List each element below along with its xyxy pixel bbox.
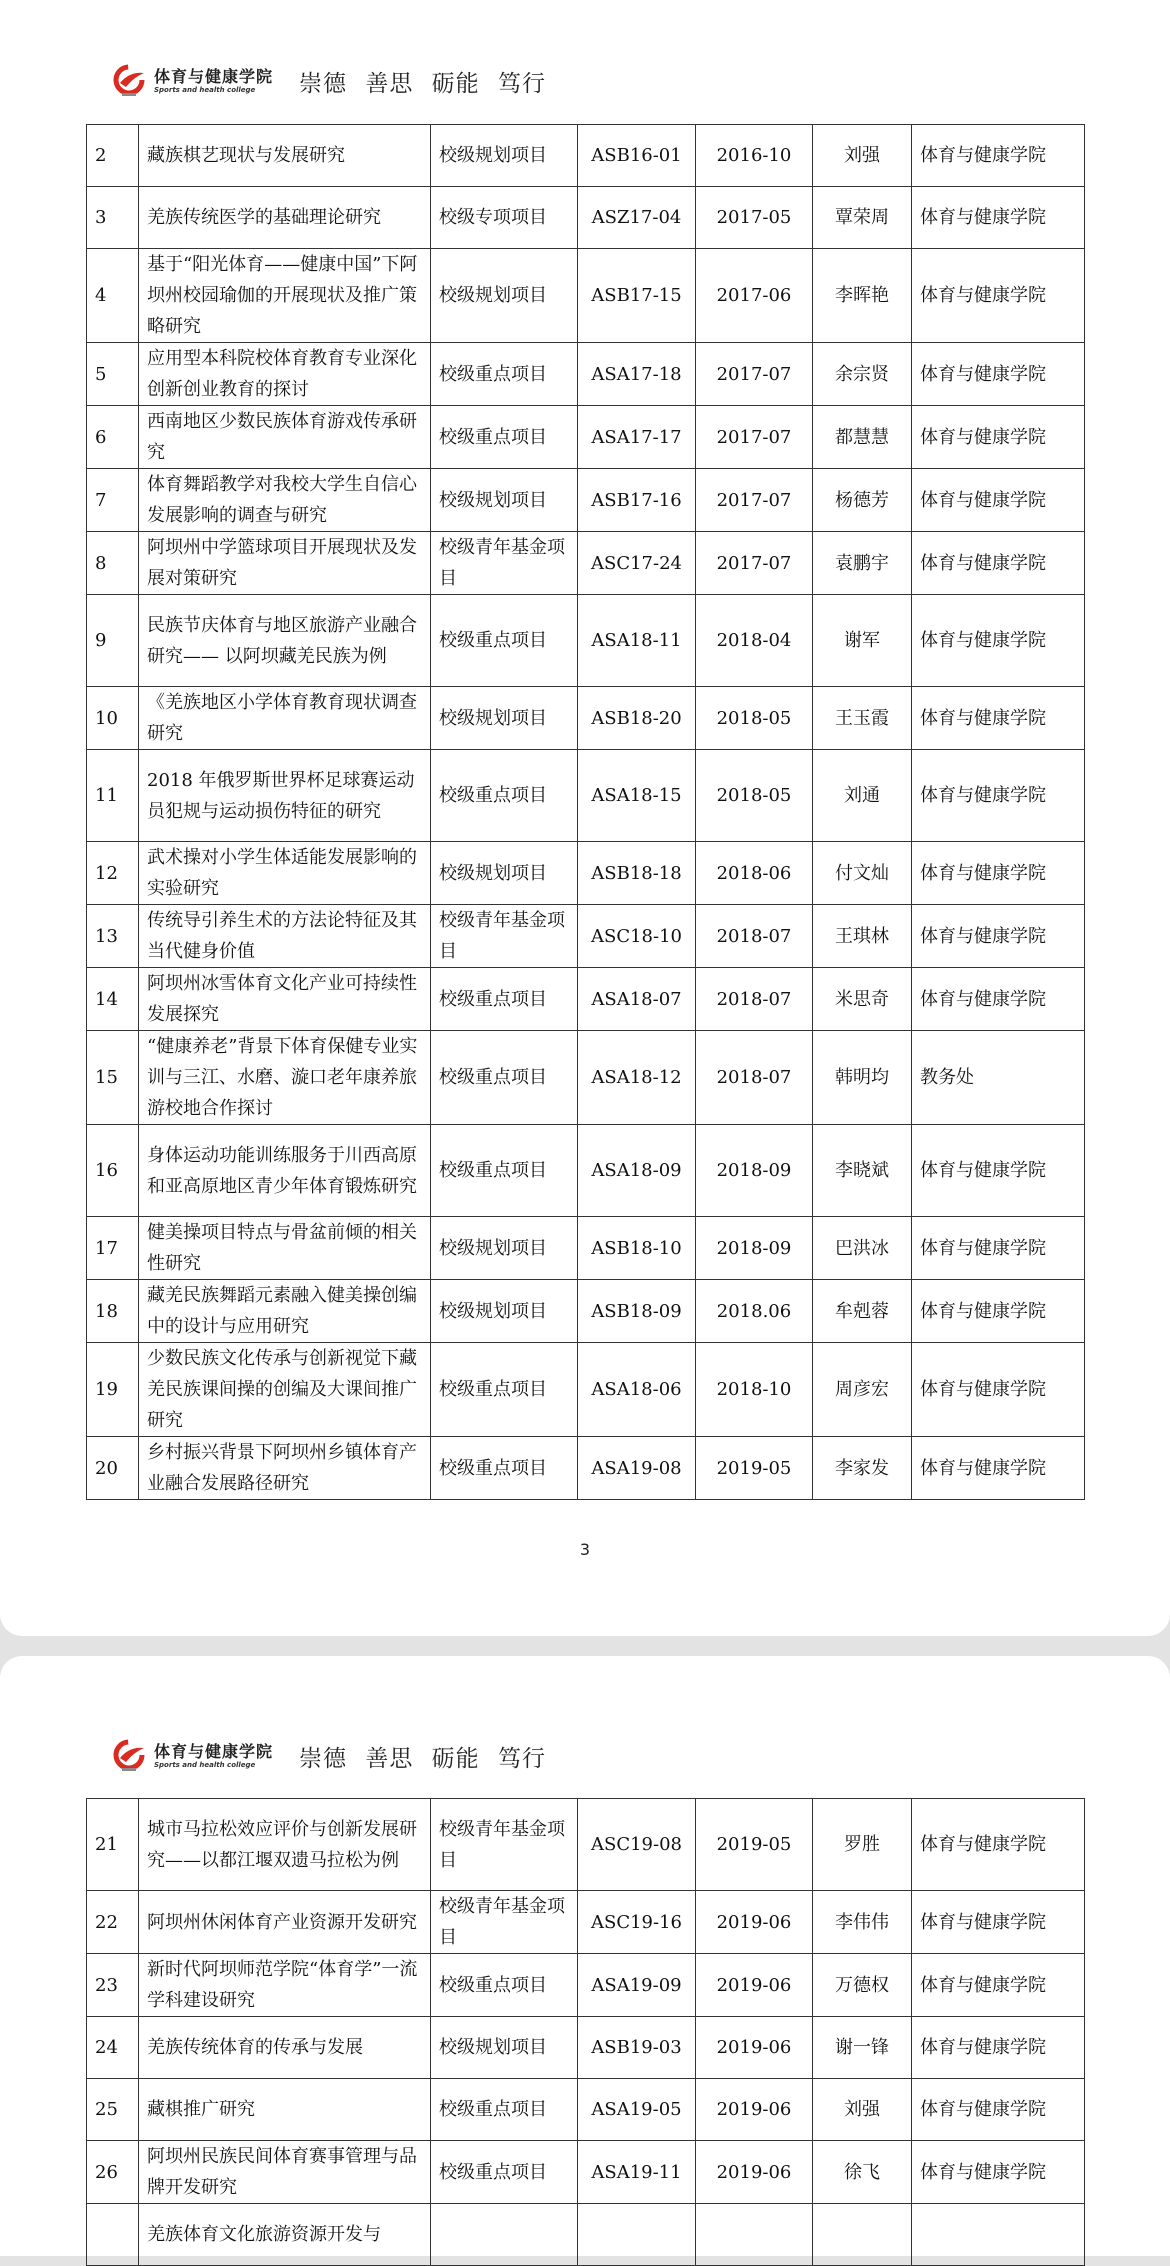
project-type: 校级重点项目 [431,1031,578,1125]
project-leader: 牟剋蓉 [813,1280,912,1343]
page-number: 3 [579,1540,591,1559]
row-number: 14 [87,968,139,1031]
project-type: 校级重点项目 [431,968,578,1031]
project-date: 2018-04 [696,595,813,687]
row-number: 24 [87,2017,139,2079]
project-date: 2018-07 [696,1031,813,1125]
project-leader: 谢一锋 [813,2017,912,2079]
project-leader: 袁鹏宇 [813,532,912,595]
page-header [112,1731,546,1781]
project-date: 2018-07 [696,968,813,1031]
project-type [431,2204,578,2266]
logo-chinese-name: 体育与健康学院 [154,1741,274,1761]
project-title: 身体运动功能训练服务于川西高原和亚高原地区青少年体育锻炼研究 [139,1125,431,1217]
row-number [87,2204,139,2266]
project-date: 2019-06 [696,2141,813,2204]
project-code: ASA18-11 [578,595,696,687]
project-unit: 体育与健康学院 [912,469,1085,532]
project-leader: 罗胜 [813,1799,912,1891]
project-date: 2019-06 [696,2079,813,2141]
table-row [87,2141,1085,2204]
project-unit: 体育与健康学院 [912,1280,1085,1343]
project-unit: 体育与健康学院 [912,1891,1085,1954]
project-type: 校级规划项目 [431,842,578,905]
project-code: ASA17-17 [578,406,696,469]
project-code: ASA18-09 [578,1125,696,1217]
table-row [87,406,1085,469]
row-number: 13 [87,905,139,968]
project-unit: 体育与健康学院 [912,905,1085,968]
row-number: 4 [87,249,139,343]
project-leader: 李晖艳 [813,249,912,343]
project-code: ASC17-24 [578,532,696,595]
project-code: ASA18-12 [578,1031,696,1125]
project-title: 体育舞蹈教学对我校大学生自信心发展影响的调查与研究 [139,469,431,532]
project-date: 2018-06 [696,842,813,905]
project-unit: 体育与健康学院 [912,1954,1085,2017]
row-number: 26 [87,2141,139,2204]
project-unit: 体育与健康学院 [912,968,1085,1031]
row-number: 8 [87,532,139,595]
table-row [87,187,1085,249]
row-number: 12 [87,842,139,905]
project-leader: 王玉霞 [813,687,912,750]
project-code: ASB16-01 [578,125,696,187]
project-type: 校级重点项目 [431,343,578,406]
table-row [87,687,1085,750]
project-unit: 体育与健康学院 [912,687,1085,750]
project-title: 武术操对小学生体适能发展影响的实验研究 [139,842,431,905]
table-row [87,1891,1085,1954]
table-row [87,2204,1085,2266]
project-type: 校级规划项目 [431,125,578,187]
project-leader: 刘强 [813,125,912,187]
project-unit: 体育与健康学院 [912,125,1085,187]
project-code: ASA19-08 [578,1437,696,1500]
project-date: 2018-10 [696,1343,813,1437]
project-code [578,2204,696,2266]
project-title: 阿坝州民族民间体育赛事管理与品牌开发研究 [139,2141,431,2204]
project-unit: 体育与健康学院 [912,842,1085,905]
project-type: 校级重点项目 [431,1437,578,1500]
project-date: 2017-07 [696,343,813,406]
table-row [87,249,1085,343]
project-type: 校级专项项目 [431,187,578,249]
project-title: 传统导引养生术的方法论特征及其当代健身价值 [139,905,431,968]
college-logo-icon [112,63,148,99]
table-row [87,1343,1085,1437]
row-number: 5 [87,343,139,406]
table-row [87,595,1085,687]
project-title: “健康养老”背景下体育保健专业实训与三江、水磨、漩口老年康养旅游校地合作探讨 [139,1031,431,1125]
project-leader: 徐飞 [813,2141,912,2204]
row-number: 7 [87,469,139,532]
project-title: 基于“阳光体育——健康中国”下阿坝州校园瑜伽的开展现状及推广策略研究 [139,249,431,343]
project-date: 2018-09 [696,1125,813,1217]
project-leader: 王琪林 [813,905,912,968]
table-row [87,968,1085,1031]
project-unit: 体育与健康学院 [912,532,1085,595]
project-code: ASB17-16 [578,469,696,532]
project-type: 校级重点项目 [431,1125,578,1217]
project-code: ASC19-08 [578,1799,696,1891]
project-date: 2016-10 [696,125,813,187]
project-type: 校级规划项目 [431,469,578,532]
row-number: 16 [87,1125,139,1217]
project-unit: 体育与健康学院 [912,750,1085,842]
project-title: 乡村振兴背景下阿坝州乡镇体育产业融合发展路径研究 [139,1437,431,1500]
project-date: 2017-07 [696,532,813,595]
project-date: 2018-09 [696,1217,813,1280]
project-title: 民族节庆体育与地区旅游产业融合研究—— 以阿坝藏羌民族为例 [139,595,431,687]
project-title: 城市马拉松效应评价与创新发展研究——以都江堰双遗马拉松为例 [139,1799,431,1891]
logo-english-name: Sports and health college [154,1760,256,1769]
project-date: 2018.06 [696,1280,813,1343]
project-unit [912,2204,1085,2266]
project-code: ASC18-10 [578,905,696,968]
page-header [112,56,546,106]
project-date: 2017-07 [696,406,813,469]
logo-chinese-name: 体育与健康学院 [154,66,274,86]
project-unit: 体育与健康学院 [912,343,1085,406]
row-number: 23 [87,1954,139,2017]
project-code: ASC19-16 [578,1891,696,1954]
project-unit: 体育与健康学院 [912,1217,1085,1280]
project-code: ASB19-03 [578,2017,696,2079]
college-motto: 崇德 善思 砺能 笃行 [299,70,546,97]
row-number: 25 [87,2079,139,2141]
project-title: 阿坝州休闲体育产业资源开发研究 [139,1891,431,1954]
table-row [87,343,1085,406]
project-title: 阿坝州冰雪体育文化产业可持续性发展探究 [139,968,431,1031]
project-unit: 体育与健康学院 [912,2141,1085,2204]
project-title: 少数民族文化传承与创新视觉下藏羌民族课间操的创编及大课间推广研究 [139,1343,431,1437]
project-type: 校级重点项目 [431,406,578,469]
project-date: 2018-07 [696,905,813,968]
project-unit: 体育与健康学院 [912,249,1085,343]
table-row [87,2079,1085,2141]
table-row [87,750,1085,842]
table-row [87,125,1085,187]
project-leader: 周彦宏 [813,1343,912,1437]
project-unit: 体育与健康学院 [912,1343,1085,1437]
row-number: 9 [87,595,139,687]
project-type: 校级重点项目 [431,2141,578,2204]
project-unit: 体育与健康学院 [912,1799,1085,1891]
project-code: ASA19-05 [578,2079,696,2141]
project-table [86,124,1085,1500]
table-row [87,1217,1085,1280]
project-type: 校级重点项目 [431,750,578,842]
table-row [87,2017,1085,2079]
project-leader: 米思奇 [813,968,912,1031]
row-number: 17 [87,1217,139,1280]
project-leader: 都慧慧 [813,406,912,469]
project-title: 2018 年俄罗斯世界杯足球赛运动员犯规与运动损伤特征的研究 [139,750,431,842]
project-leader: 付文灿 [813,842,912,905]
project-leader: 刘强 [813,2079,912,2141]
project-code: ASB18-10 [578,1217,696,1280]
project-title: 羌族体育文化旅游资源开发与 [139,2204,431,2266]
project-code: ASA19-11 [578,2141,696,2204]
project-title: 羌族传统医学的基础理论研究 [139,187,431,249]
row-number: 11 [87,750,139,842]
project-leader: 杨德芳 [813,469,912,532]
table-row [87,1799,1085,1891]
project-type: 校级重点项目 [431,595,578,687]
project-title: 新时代阿坝师范学院“体育学”一流学科建设研究 [139,1954,431,2017]
project-date: 2019-06 [696,1954,813,2017]
project-unit: 体育与健康学院 [912,2079,1085,2141]
project-date: 2019-06 [696,1891,813,1954]
row-number: 18 [87,1280,139,1343]
project-table [86,1798,1085,2266]
project-type: 校级青年基金项目 [431,532,578,595]
project-type: 校级青年基金项目 [431,905,578,968]
project-leader: 覃荣周 [813,187,912,249]
project-date [696,2204,813,2266]
project-unit: 教务处 [912,1031,1085,1125]
project-type: 校级重点项目 [431,2079,578,2141]
project-title: 藏棋推广研究 [139,2079,431,2141]
project-title: 应用型本科院校体育教育专业深化创新创业教育的探讨 [139,343,431,406]
project-title: 《羌族地区小学体育教育现状调查研究 [139,687,431,750]
table-row [87,1280,1085,1343]
project-code: ASB18-20 [578,687,696,750]
project-unit: 体育与健康学院 [912,187,1085,249]
project-type: 校级规划项目 [431,1217,578,1280]
table-row [87,842,1085,905]
row-number: 10 [87,687,139,750]
project-code: ASB18-09 [578,1280,696,1343]
row-number: 6 [87,406,139,469]
project-title: 羌族传统体育的传承与发展 [139,2017,431,2079]
project-type: 校级重点项目 [431,1954,578,2017]
project-unit: 体育与健康学院 [912,595,1085,687]
project-date: 2018-05 [696,687,813,750]
row-number: 20 [87,1437,139,1500]
project-leader: 李晓斌 [813,1125,912,1217]
project-code: ASZ17-04 [578,187,696,249]
project-type: 校级规划项目 [431,687,578,750]
project-code: ASA18-07 [578,968,696,1031]
project-date: 2017-07 [696,469,813,532]
project-date: 2019-06 [696,2017,813,2079]
project-title: 藏族棋艺现状与发展研究 [139,125,431,187]
project-date: 2019-05 [696,1437,813,1500]
row-number: 15 [87,1031,139,1125]
row-number: 3 [87,187,139,249]
college-logo-icon [112,1738,148,1774]
project-leader: 李家发 [813,1437,912,1500]
project-type: 校级重点项目 [431,1343,578,1437]
table-row [87,1954,1085,2017]
project-title: 健美操项目特点与骨盆前倾的相关性研究 [139,1217,431,1280]
table-row [87,1125,1085,1217]
row-number: 19 [87,1343,139,1437]
project-type: 校级规划项目 [431,1280,578,1343]
project-code: ASA18-06 [578,1343,696,1437]
project-title: 藏羌民族舞蹈元素融入健美操创编中的设计与应用研究 [139,1280,431,1343]
college-logo [112,63,273,99]
project-type: 校级规划项目 [431,2017,578,2079]
row-number: 22 [87,1891,139,1954]
project-unit: 体育与健康学院 [912,1437,1085,1500]
project-code: ASA17-18 [578,343,696,406]
project-type: 校级青年基金项目 [431,1799,578,1891]
project-code: ASA19-09 [578,1954,696,2017]
project-date: 2017-06 [696,249,813,343]
table-row [87,469,1085,532]
project-leader: 李伟伟 [813,1891,912,1954]
project-leader: 万德权 [813,1954,912,2017]
college-motto: 崇德 善思 砺能 笃行 [299,1745,546,1772]
project-leader: 刘通 [813,750,912,842]
project-code: ASB17-15 [578,249,696,343]
project-type: 校级规划项目 [431,249,578,343]
college-logo [112,1738,273,1774]
project-leader [813,2204,912,2266]
logo-english-name: Sports and health college [154,85,256,94]
project-leader: 余宗贤 [813,343,912,406]
table-row [87,532,1085,595]
project-date: 2018-05 [696,750,813,842]
project-leader: 巴洪冰 [813,1217,912,1280]
project-leader: 韩明均 [813,1031,912,1125]
row-number: 2 [87,125,139,187]
project-date: 2019-05 [696,1799,813,1891]
table-row [87,1437,1085,1500]
project-code: ASB18-18 [578,842,696,905]
project-type: 校级青年基金项目 [431,1891,578,1954]
project-unit: 体育与健康学院 [912,1125,1085,1217]
row-number: 21 [87,1799,139,1891]
table-row [87,1031,1085,1125]
project-date: 2017-05 [696,187,813,249]
project-unit: 体育与健康学院 [912,406,1085,469]
project-title: 阿坝州中学篮球项目开展现状及发展对策研究 [139,532,431,595]
project-title: 西南地区少数民族体育游戏传承研究 [139,406,431,469]
project-leader: 谢军 [813,595,912,687]
table-row [87,905,1085,968]
project-code: ASA18-15 [578,750,696,842]
project-unit: 体育与健康学院 [912,2017,1085,2079]
